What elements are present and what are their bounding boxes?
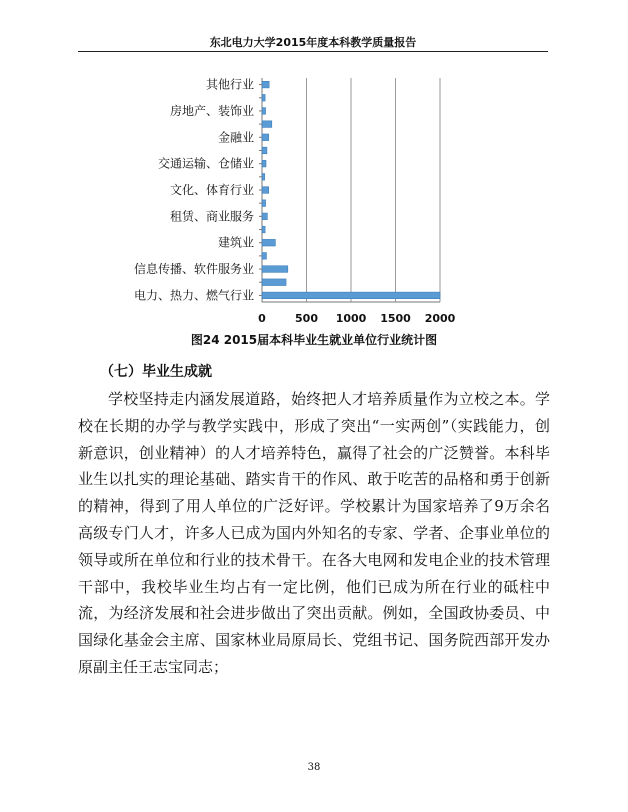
bar: [262, 266, 288, 273]
bar: [262, 187, 269, 194]
bar: [262, 121, 272, 128]
x-tick-label: 2000: [424, 312, 456, 325]
category-label: 交通运输、仓储业: [157, 156, 254, 171]
bar: [262, 81, 269, 88]
bar: [262, 108, 266, 115]
bar: [262, 239, 275, 246]
bar: [262, 147, 267, 154]
category-label: 文化、体育行业: [169, 183, 254, 197]
category-label: 信息传播、软件服务业: [133, 262, 254, 277]
category-label: 金融业: [217, 130, 254, 145]
bar: [262, 292, 440, 299]
category-label: 其他行业: [205, 77, 254, 92]
industry-bar-chart: [0, 0, 628, 330]
x-tick-label: 1000: [335, 312, 367, 325]
bar: [262, 160, 266, 167]
bar: [262, 200, 266, 207]
bar: [262, 226, 265, 233]
figure-caption: 图24 2015届本科毕业生就业单位行业统计图: [190, 333, 438, 347]
x-tick-label: 1500: [380, 312, 411, 325]
body-paragraph: 学校坚持走内涵发展道路，始终把人才培养质量作为立校之本。学校在长期的办学与教学实践中，形成了突出“一实两创”（实践能力，创新意识，创业精神）的人才培养特色，赢得了社会的广泛赞誉。本科毕业生以扎实的理论基础、踏实肯干的作风、敢于吃苦的品格和勇于创新的精神，得到了用人单位的广泛好评。学校累计为国家培养了9万余名高级专门人才，许多人已成为国内外知名的专家、学者、企事业单位的领导或所在单位和行业的技术骨干。在各大电网和发电企业的技术管理干部中，我校毕业生均占有一定比例，他们已成为所在行业的砥柱中流，为经济发展和社会进步做出了突出贡献。例如，全国政协委员、中国绿化基金会主席、国家林业局原局长、党组书记、国务院西部开发办原副主任王志宝同志；: [78, 390, 550, 676]
x-tick-label: 500: [295, 312, 318, 325]
report-header: 东北电力大学2015年度本科教学质量报告: [209, 36, 417, 49]
bar: [262, 253, 266, 260]
bar: [262, 94, 265, 101]
x-tick-label: 0: [258, 312, 266, 325]
bar: [262, 134, 269, 141]
category-label: 电力、热力、燃气行业: [133, 288, 254, 303]
bar: [262, 174, 265, 181]
section-title: （七）毕业生成就: [100, 364, 212, 380]
page-number: 38: [307, 762, 321, 773]
category-label: 房地产、装饰业: [169, 103, 254, 118]
bar: [262, 213, 267, 220]
category-label: 租赁、商业服务: [169, 209, 254, 224]
bar: [262, 279, 286, 286]
category-label: 建筑业: [217, 235, 254, 250]
